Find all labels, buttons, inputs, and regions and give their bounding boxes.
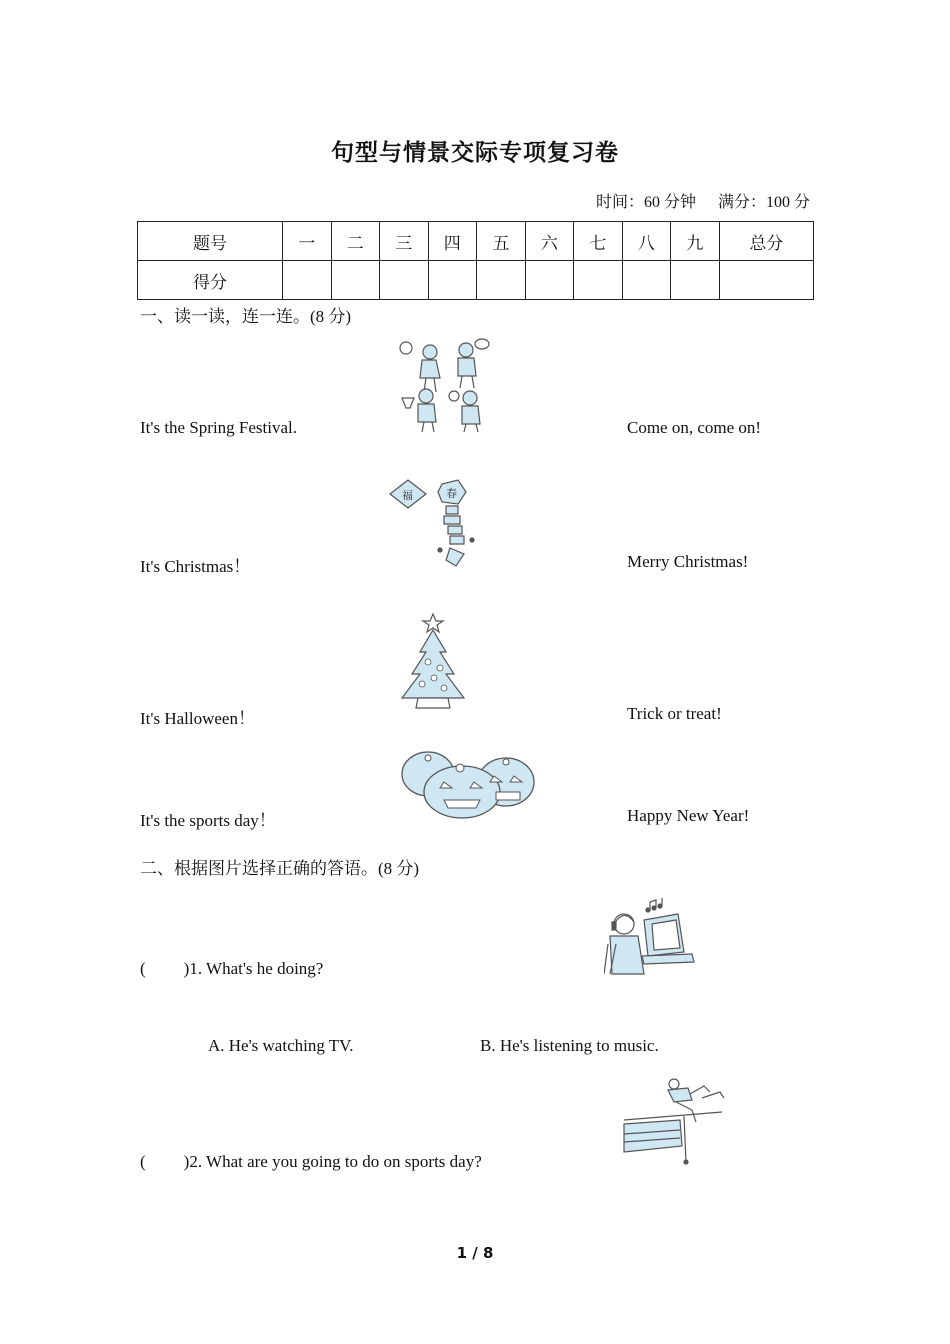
christmas-tree-picture[interactable] xyxy=(398,612,468,710)
score-table-cell: 七 xyxy=(574,222,623,261)
halloween-pumpkins-picture[interactable] xyxy=(400,746,536,820)
answer-bracket-1[interactable]: ( xyxy=(140,959,146,978)
score-table-cell: 总分 xyxy=(719,222,813,261)
score-table-cell: 八 xyxy=(622,222,671,261)
section1-left-1: It's the Spring Festival. xyxy=(140,418,298,437)
section1-right-2: Merry Christmas! xyxy=(627,552,749,571)
section1-left-3: It's Halloween！ xyxy=(140,709,255,728)
score-input-cell[interactable] xyxy=(574,261,623,300)
answer-bracket-2[interactable]: ( xyxy=(140,1152,146,1171)
time-limit: 时间：60 分钟 xyxy=(595,194,696,211)
score-table-cell: 题号 xyxy=(138,222,283,261)
q1-option-a[interactable]: A. He's watching TV. xyxy=(208,1036,354,1055)
score-table-cell: 五 xyxy=(477,222,526,261)
score-input-cell[interactable] xyxy=(428,261,477,300)
spring-festival-picture[interactable] xyxy=(388,478,480,570)
sports-kids-picture[interactable] xyxy=(396,336,496,436)
section1-right-1: Come on, come on! xyxy=(627,418,762,437)
score-table-cell: 六 xyxy=(525,222,574,261)
q1-option-b[interactable]: B. He's listening to music. xyxy=(480,1036,659,1055)
score-input-cell[interactable] xyxy=(622,261,671,300)
page-title: 句型与情景交际专项复习卷 xyxy=(331,140,619,166)
high-jump-picture[interactable] xyxy=(622,1076,726,1168)
score-table-cell: 一 xyxy=(283,222,332,261)
score-table-score-row xyxy=(138,261,814,300)
section1-left-4: It's the sports day！ xyxy=(140,811,276,830)
section2-heading: 二、根据图片选择正确的答语。(8 分) xyxy=(140,859,420,878)
exam-meta xyxy=(578,189,810,212)
score-input-cell[interactable] xyxy=(525,261,574,300)
score-table xyxy=(137,221,814,300)
score-input-cell[interactable] xyxy=(331,261,380,300)
score-row-label: 得分 xyxy=(138,261,283,300)
section1-right-3: Trick or treat! xyxy=(627,704,722,723)
question-1 xyxy=(140,959,323,979)
question-2 xyxy=(140,1152,482,1172)
question-1-text: )1. What's he doing? xyxy=(183,959,324,978)
boy-listening-music-picture[interactable] xyxy=(604,894,696,978)
section1-heading: 一、读一读，连一连。(8 分) xyxy=(140,307,352,326)
section1-left-2: It's Christmas！ xyxy=(140,557,251,576)
score-input-cell[interactable] xyxy=(477,261,526,300)
score-input-cell[interactable] xyxy=(719,261,813,300)
score-input-cell[interactable] xyxy=(671,261,720,300)
score-table-header-row xyxy=(138,222,814,261)
score-table-cell: 四 xyxy=(428,222,477,261)
score-input-cell[interactable] xyxy=(283,261,332,300)
score-input-cell[interactable] xyxy=(380,261,429,300)
score-table-cell: 二 xyxy=(331,222,380,261)
section1-right-4: Happy New Year! xyxy=(627,806,750,825)
full-score: 满分：100 分 xyxy=(717,194,810,211)
page-number: 1 / 8 xyxy=(456,1244,494,1262)
question-2-text: )2. What are you going to do on sports day? xyxy=(183,1152,482,1171)
score-table-cell: 三 xyxy=(380,222,429,261)
svg-text:福: 福 xyxy=(402,489,413,502)
svg-text:春: 春 xyxy=(446,487,457,500)
score-table-cell: 九 xyxy=(671,222,720,261)
